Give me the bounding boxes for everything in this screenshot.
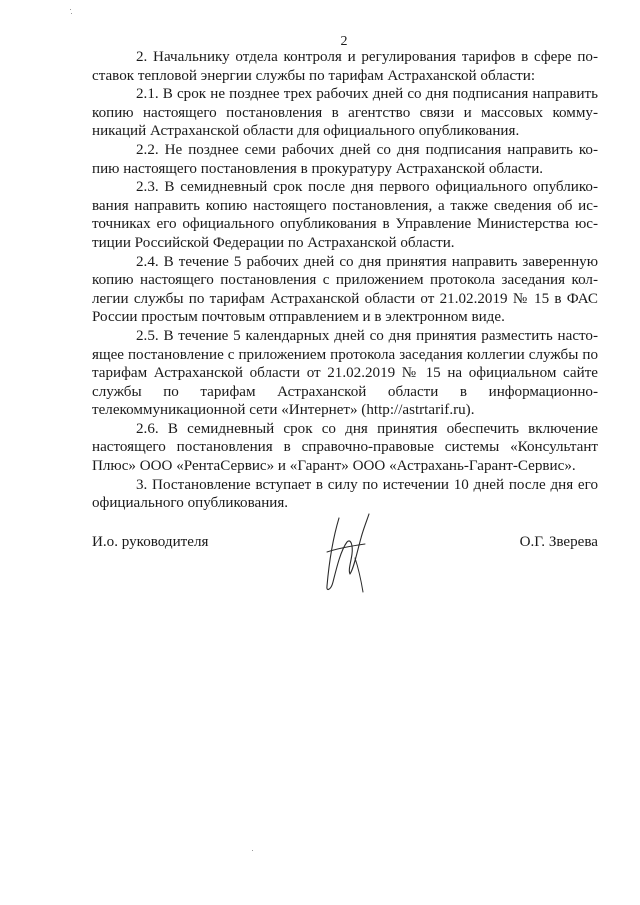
- paragraph-3: 3. Постановление вступает в силу по истечении 10 дней после дня его официального опубликования.: [92, 476, 598, 512]
- paragraph-2-6: 2.6. В семидневный срок со дня принятия обеспечить включение настоящего постановления в справочно-правовые системы «Консультант Плюс» ООО «РентаСервис» и «Гарант» ООО «Астрахань-Гарант-Сервис».: [92, 420, 598, 475]
- paragraph-2: 2. Начальнику отдела контроля и регулирования тарифов в сфере поставок тепловой энергии службы по тарифам Астраханской области:: [92, 49, 598, 84]
- signer-position: И.о. руководителя: [92, 534, 209, 550]
- page-number: 2: [340, 34, 348, 49]
- scan-speck: [71, 13, 72, 14]
- handwritten-signature: [317, 508, 377, 598]
- paragraph-2-2: 2.2. Не позднее семи рабочих дней со дня подписания направить копию настоящего постановления в прокуратуру Астраханской области.: [92, 141, 598, 177]
- document-body: [92, 48, 598, 513]
- paragraph-2-4: 2.4. В течение 5 рабочих дней со дня принятия направить заверенную копию настоящего постановления с приложением протокола заседания коллегии службы по тарифам Астраханской области от 21.02.2019 № 15 в ФАС России простым почтовым отправлением и в электронном виде.: [92, 253, 598, 326]
- paragraph-2-3: 2.3. В семидневный срок после дня первого официального опубликования направить копию настоящего постановления, а также сведения об источниках его официального опубликования в Управление Министерства юстиции Российской Федерации по Астраханской области.: [92, 179, 598, 251]
- signature-block: [92, 530, 598, 600]
- paragraph-2-1: 2.1. В срок не позднее трех рабочих дней со дня подписания направить копию настоящего постановления в агентство связи и массовых коммуникаций Астраханской области для официального опубликования.: [92, 86, 598, 140]
- scan-speck: [252, 850, 253, 851]
- paragraph-2-5: 2.5. В течение 5 календарных дней со дня принятия разместить настоящее постановление с приложением протокола заседания коллегии службы по тарифам Астраханской области от 21.02.2019 № 15 на официальном сайте службы по тарифам Астраханской области в информационно-телекоммуникационной сети «Интернет» (http://astrtarif.ru).: [92, 327, 598, 419]
- scan-speck: [70, 9, 71, 10]
- signer-name: О.Г. Зверева: [519, 534, 598, 550]
